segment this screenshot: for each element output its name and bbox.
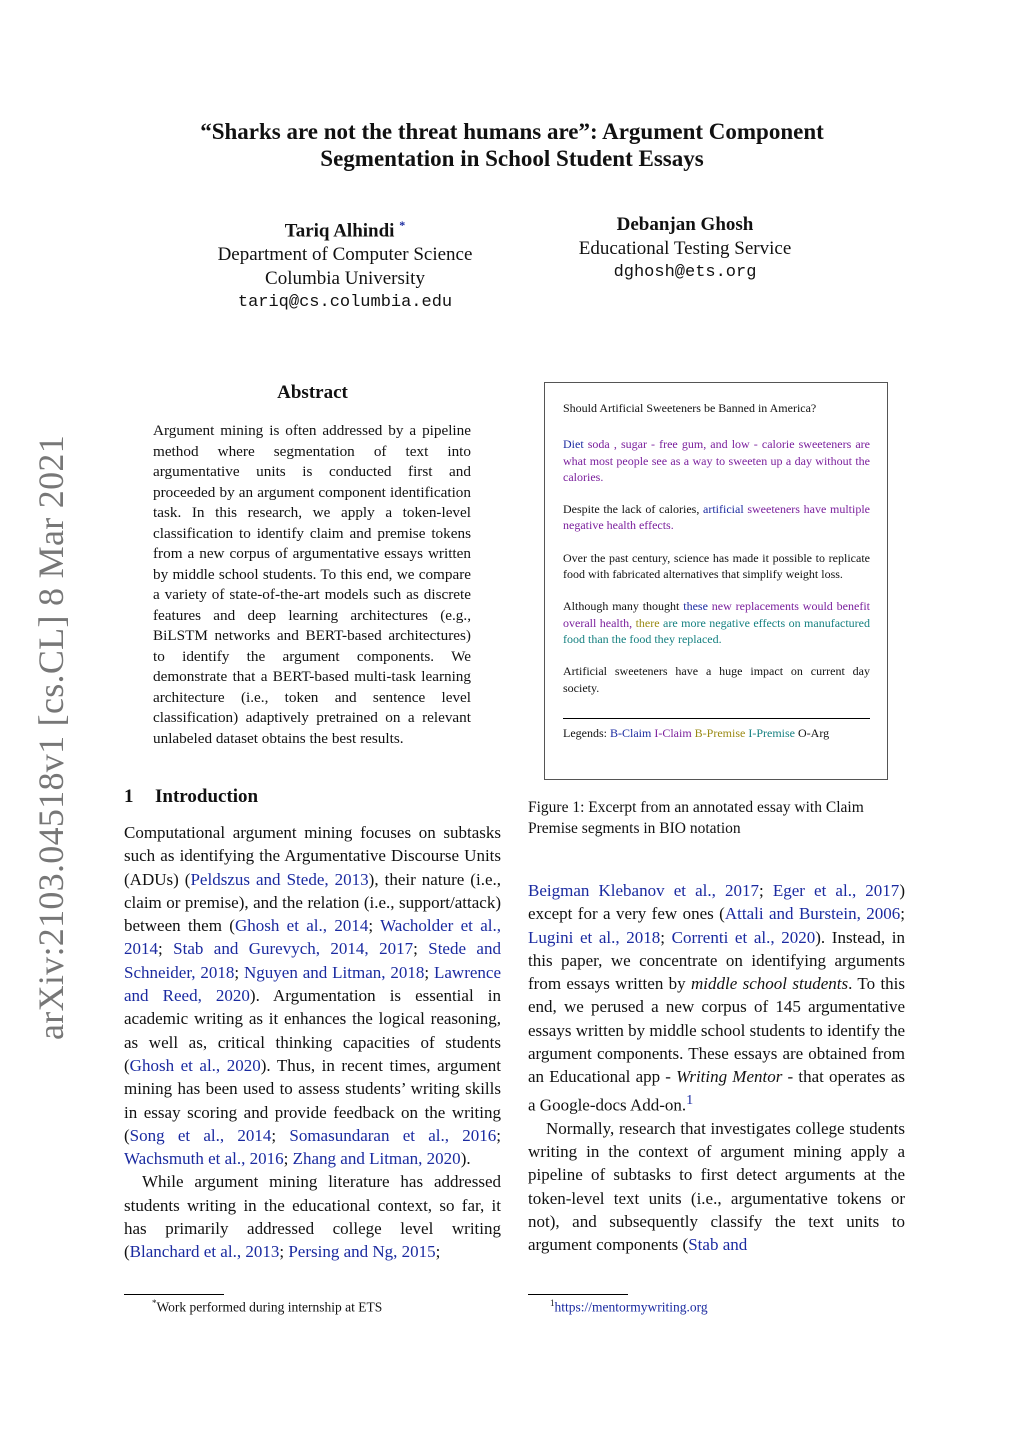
citation-link[interactable]: Attali and Burstein, 2006 — [724, 904, 901, 924]
section-title: Introduction — [155, 786, 259, 807]
intro-left-column — [124, 821, 501, 1264]
footnote-ref[interactable]: 1 — [686, 1091, 694, 1108]
paper-title — [0, 118, 1024, 172]
citation-link[interactable]: Beigman Klebanov et al., 2017 — [528, 881, 759, 900]
intro-paragraph-2-cont: Beigman Klebanov et al., 2017; Eger et al., 2017) except for a very few ones (Attali and Burstein, 2006; Lugini et al., 2018; Correnti et al., 2020). Instead, in this paper, we concentrate on identifying arguments from essays written by middle school students. To this end, we perused a new corpus of 145 argumentative essays written by middle school students to identify the argument components. These essays are obtained from an Educational app - Writing Mentor - that operates as a Google-docs Add-on.$^1$ — [528, 881, 906, 1115]
author-block-2 — [535, 213, 835, 285]
author-block-1 — [195, 213, 495, 315]
legend-i-premise: I-Premise — [748, 725, 795, 740]
citation-link[interactable]: Wacholder et al., 2014 — [124, 916, 501, 959]
intro-paragraph-1: Computational argument mining focuses on subtasks such as identifying the Argumentative Discourse Units (ADUs) (Peldszus and Stede, 2013), their nature (i.e., claim or premise), and the relation (i.e., support/attack) between them (Ghosh et al., 2014; Wacholder et al., 2014; Stab and Gurevych, 2014, 2017; Stede and Schneider, 2018; Nguyen and Litman, 2018; Lawrence and Reed, 2020). Argumentation is essential in academic writing as it enhances the logical reasoning, as well as, critical thinking capacities of students (Ghosh et al., 2020). Thus, in recent times, argument mining has been used to assess students’ writing skills in essay scoring and provide feedback on the writing (Song et al., 2014; Somasundaran et al., 2016; Wachsmuth et al., 2016; Zhang and Litman, 2020). — [124, 823, 501, 1169]
legend-rule — [563, 718, 870, 719]
author-affiliation: Columbia University — [265, 268, 425, 290]
footnote-url-link[interactable]: https://mentormywriting.org — [554, 1299, 708, 1315]
citation-link[interactable]: Correnti et al., 2020 — [671, 927, 816, 947]
legend-b-claim: B-Claim — [610, 725, 652, 740]
author-affiliation: Department of Computer Science — [217, 244, 473, 266]
section-heading — [124, 786, 258, 808]
citation-link[interactable]: Wachsmuth et al., 2016 — [124, 1149, 284, 1169]
essay-paragraph: Despite the lack of calories, artificial sweeteners have multiple negative health effects. — [563, 502, 870, 533]
footnote-mark: * — [152, 1298, 157, 1308]
intro-paragraph-2: While argument mining literature has addressed students writing in the educational context, so far, it has primarily addressed college level writing (Blanchard et al., 2013; Persing and Ng, 2015; — [124, 1172, 501, 1262]
citation-link[interactable]: Lawrence and Reed, 2020 — [124, 962, 501, 1006]
citation-link[interactable]: Stede and Schneider, 2018 — [124, 939, 501, 982]
intro-paragraph-3: Normally, research that investigates college students writing in the context of argument mining apply a pipeline of subtasks to first detect arguments at the token-level text units (i.e., argumentative tokens or not), and subsequently classify the text units to argument components (Stab and — [528, 1118, 905, 1255]
author-footnote-mark[interactable]: * — [399, 218, 406, 232]
citation-link[interactable]: Eger et al., 2017 — [772, 881, 900, 900]
footnote-left — [124, 1294, 382, 1316]
citation-link[interactable]: Blanchard et al., 2013 — [129, 1242, 280, 1262]
essay-paragraph: Artificial sweeteners have a huge impact on current day society. — [563, 664, 870, 695]
author-name-2: Debanjan Ghosh — [616, 214, 754, 235]
author-email: tariq@cs.columbia.edu — [237, 293, 453, 313]
legend-i-claim: I-Claim — [654, 725, 692, 740]
section-number: 1 — [124, 786, 134, 807]
figure-1-box — [544, 382, 888, 780]
essay-paragraph: Although many thought these new replacements would benefit overall health, there are more negative effects on manufactured food than the food they replaced. — [563, 599, 871, 646]
intro-right-column — [528, 879, 905, 1256]
abstract-heading: Abstract — [277, 382, 348, 403]
abstract-body: Argument mining is often addressed by a pipeline method where segmentation of text into argumentative units is conducted first and proceeded by an argument component identification task. In this research, we apply a token-level classification to identify claim and premise tokens from a new corpus of argumentative essays written by middle school students. To this end, we compare a variety of state-of-the-art models such as discrete features and deep learning architectures (e.g., BiLSTM networks and BERT-based architectures) to identify the argument components. We demonstrate that a BERT-based multi-task learning architecture (i.e., token and sentence level classification) adaptively pretrained on a relevant unlabeled dataset obtains the best results. — [153, 422, 471, 747]
title-line-2: Segmentation in School Student Essays — [320, 146, 704, 171]
citation-link[interactable]: Somasundaran et al., 2016 — [289, 1125, 497, 1145]
legend-o-arg: O-Arg — [798, 725, 830, 740]
citation-link[interactable]: Nguyen and Litman, 2018 — [244, 962, 425, 982]
essay-paragraph: Diet soda , sugar - free gum, and low - calorie sweeteners are what most people see as a way to sweeten up a day without the calories. — [563, 437, 870, 484]
figure-legend: Legends: B-Claim I-Claim B-Premise I-Premise O-Arg — [563, 725, 830, 740]
title-line-1: “Sharks are not the threat humans are”: Argument Component — [200, 119, 824, 144]
footnote-right — [528, 1294, 708, 1316]
citation-link[interactable]: Peldszus and Stede, 2013 — [190, 869, 369, 889]
citation-link[interactable]: Stab and Gurevych, 2014, 2017 — [173, 939, 414, 959]
footnote-text: Work performed during internship at ETS — [156, 1299, 383, 1315]
citation-link[interactable]: Stab and — [688, 1235, 748, 1255]
footnote-rule — [528, 1294, 628, 1295]
citation-link[interactable]: Zhang and Litman, 2020 — [292, 1149, 461, 1169]
citation-link[interactable]: Ghosh et al., 2020 — [129, 1055, 261, 1075]
citation-link[interactable]: Persing and Ng, 2015 — [288, 1242, 436, 1262]
citation-link[interactable]: Lugini et al., 2018 — [528, 927, 661, 947]
footnote-rule — [124, 1294, 224, 1295]
citation-link[interactable]: Song et al., 2014 — [129, 1125, 272, 1145]
author-email: dghosh@ets.org — [613, 263, 757, 282]
essay-paragraph: Over the past century, science has made it possible to replicate food with fabricated alternatives that simplify weight loss. — [563, 550, 870, 582]
figure-caption: Figure 1: Excerpt from an annotated essay with Claim Premise segments in BIO notation — [528, 799, 864, 837]
author-name-1: Tariq Alhindi * — [284, 218, 406, 242]
legend-b-premise: B-Premise — [694, 725, 746, 740]
author-affiliation: Educational Testing Service — [578, 238, 792, 259]
arxiv-id: arXiv:2103.04518v1 [cs.CL] 8 Mar 2021 — [31, 434, 71, 1040]
footnote-mark: 1 — [550, 1298, 555, 1308]
citation-link[interactable]: Ghosh et al., 2014 — [234, 916, 369, 936]
essay-prompt: Should Artificial Sweeteners be Banned in America? — [563, 401, 817, 415]
